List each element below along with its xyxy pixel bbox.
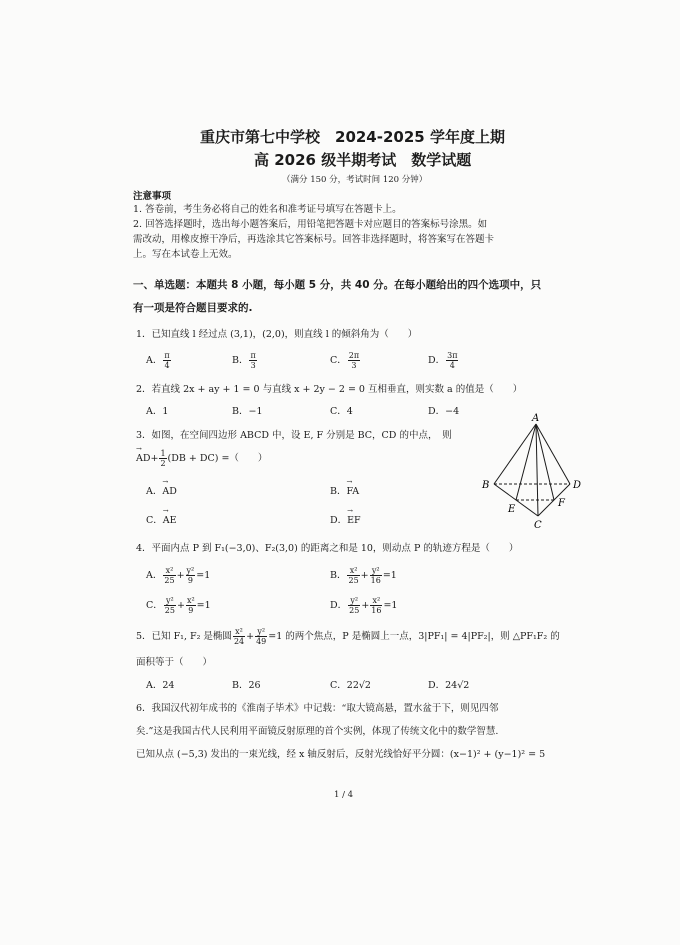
- label-a: A: [532, 413, 540, 424]
- label-c: C: [534, 520, 542, 531]
- q2-option-c: C．4: [330, 406, 353, 417]
- q3-option-b: B．→ FA: [330, 483, 359, 497]
- q3-stem: 3．如图，在空间四边形 ABCD 中，设 E, F 分别是 BC，CD 的中点， 则: [136, 430, 452, 441]
- label-e: E: [508, 504, 516, 515]
- q4-option-a: A． $\frac{\text{x²}}{25}$ + $\frac{\text{y²}}{9}$ =1: [146, 566, 211, 585]
- q6-line2: 矣.”这是我国古代人民利用平面镜反射原理的首个实例，体现了传统文化中的数学智慧.: [136, 726, 499, 737]
- exam-title-line1: 重庆市第七中学校 2024-2025 学年度上期: [200, 128, 505, 146]
- q3-option-a: A．→ AD: [146, 483, 177, 497]
- note-2-line1: 2. 回答选择题时，选出每小题答案后，用铅笔把答题卡对应题目的答案标号涂黑。如: [133, 219, 488, 230]
- q3-option-d: D．→ EF: [330, 512, 361, 526]
- q5-option-a: A．24: [146, 680, 175, 691]
- edge-ab: [494, 424, 536, 484]
- q5-option-d: D．24√2: [428, 680, 470, 691]
- exam-subtitle: （满分 150 分，考试时间 120 分钟）: [282, 175, 428, 185]
- q3-expression: → AD+ $\frac{1}{2}$ (DB + DC) =（ ）: [136, 449, 267, 468]
- q4-option-d: D． $\frac{\text{y²}}{25}$ + $\frac{\text{x²}}{16}$ =1: [330, 596, 398, 615]
- note-2-line2: 需改动，用橡皮擦干净后，再选涂其它答案标号。回答非选择题时，将答案写在答题卡: [133, 234, 495, 245]
- q3-option-c: C．→ AE: [146, 512, 177, 526]
- label-d: D: [573, 480, 582, 491]
- tetrahedron-figure: [478, 410, 588, 535]
- label-b: B: [482, 480, 490, 491]
- q1-option-b: B． $\frac{\pi}{3}$: [232, 351, 256, 370]
- q2-option-b: B．−1: [232, 406, 263, 417]
- q4-option-b: B． $\frac{\text{x²}}{25}$ + $\frac{\text{y²}}{16}$ =1: [330, 566, 397, 585]
- q6-line3: 已知从点 (−5,3) 发出的一束光线，经 x 轴反射后，反射光线恰好平分圆：(x−1)² + (y−1)² = 5: [136, 749, 546, 760]
- label-f: F: [558, 498, 565, 509]
- q4-option-c: C． $\frac{\text{y²}}{25}$ + $\frac{\text{x²}}{9}$ =1: [146, 596, 211, 615]
- note-1: 1. 答卷前，考生务必将自己的姓名和准考证号填写在答题卡上。: [133, 204, 402, 215]
- q1-option-a: A． $\frac{\pi}{4}$: [146, 351, 170, 370]
- section-heading-line2: 有一项是符合题目要求的.: [133, 302, 253, 314]
- q5-option-b: B．26: [232, 680, 261, 691]
- q1-option-c: C． $\frac{2\pi}{3}$: [330, 351, 360, 370]
- q1-option-d: D． $\frac{3\pi}{4}$: [428, 351, 458, 370]
- section-heading-line1: 一、单选题：本题共 8 小题，每小题 5 分，共 40 分。在每小题给出的四个选项中，只: [133, 279, 542, 291]
- notes-title: 注意事项: [133, 191, 172, 202]
- q1-stem: 1．已知直线 l 经过点 (3,1)，(2,0)，则直线 l 的倾斜角为（ ）: [136, 329, 418, 340]
- edge-ad: [536, 424, 570, 484]
- edge-ac: [536, 424, 538, 516]
- q5-stem-line2: 面积等于（ ）: [136, 657, 213, 668]
- edge-af: [536, 424, 554, 500]
- q6-line1: 6．我国汉代初年成书的《淮南子毕术》中记载：“取大镜高悬，置水盆于下，则见四邻: [136, 703, 499, 714]
- q5-option-c: C．22√2: [330, 680, 371, 691]
- q2-option-d: D．−4: [428, 406, 460, 417]
- page-number: 1 / 4: [334, 790, 354, 800]
- note-2-line3: 上。写在本试卷上无效。: [133, 249, 238, 260]
- exam-title-line2: 高 2026 级半期考试 数学试题: [254, 151, 472, 169]
- edge-ae: [516, 424, 536, 500]
- q4-stem: 4．平面内点 P 到 F₁(−3,0)、F₂(3,0) 的距离之和是 10，则动点 P 的轨迹方程是（ ）: [136, 543, 519, 554]
- q5-stem: 5．已知 F₁, F₂ 是椭圆 $\frac{\text{x²}}{24}$ + $\frac{\text{y²}}{49}$ =1 的两个焦点，P 是椭圆上一点，3|PF₁| = 4|PF₂|，则 △PF₁F₂ 的: [136, 627, 560, 646]
- q2-stem: 2．若直线 2x + ay + 1 = 0 与直线 x + 2y − 2 = 0 互相垂直，则实数 a 的值是（ ）: [136, 384, 523, 395]
- q2-option-a: A．1: [146, 406, 169, 417]
